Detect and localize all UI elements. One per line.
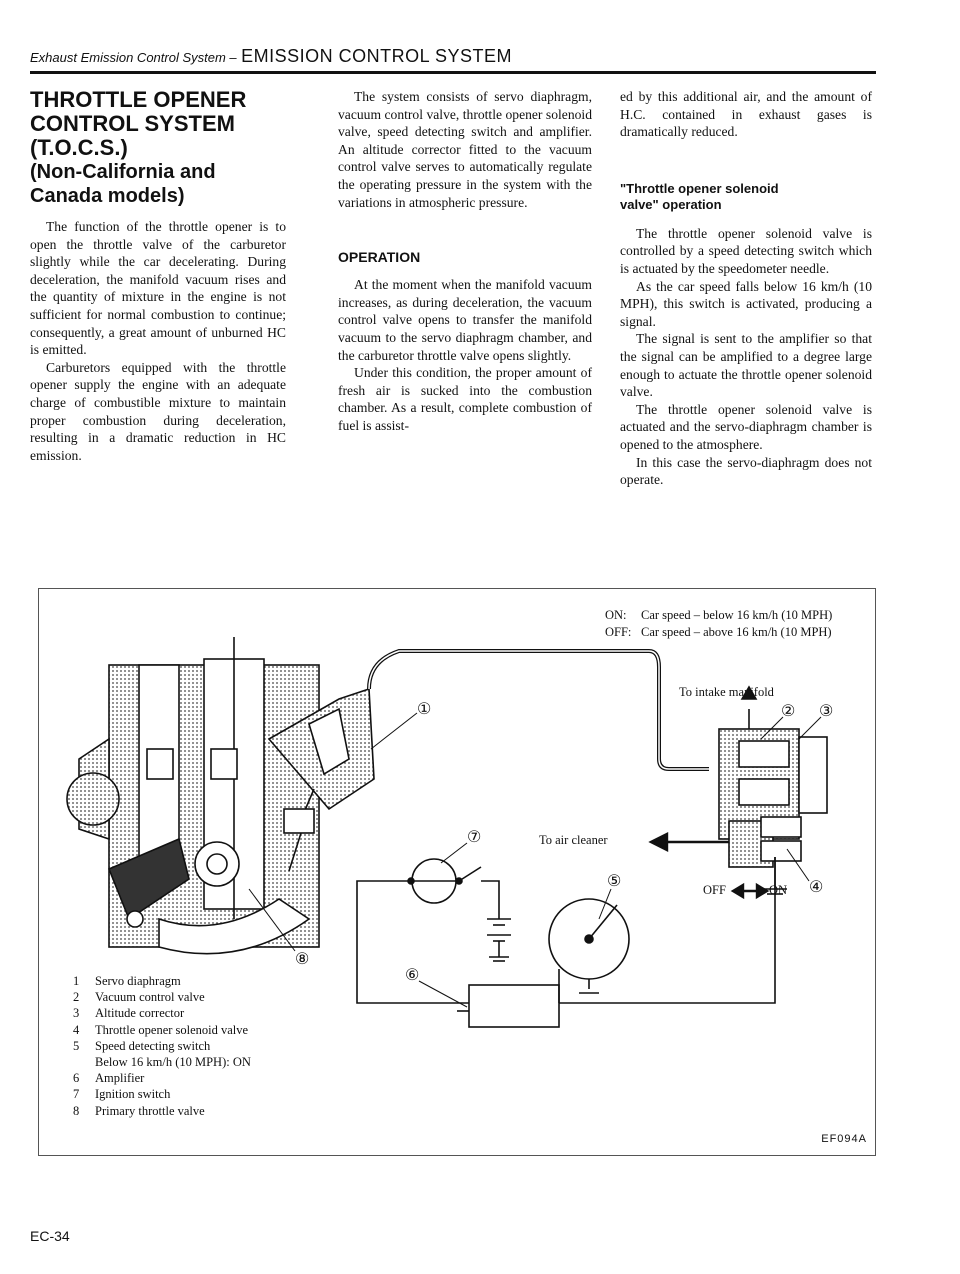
callout-8: ⑧	[295, 951, 310, 968]
on-off-legend: ON: Car speed – below 16 km/h (10 MPH) OFF: Car speed – above 16 km/h (10 MPH)	[605, 608, 833, 639]
solenoid-heading: "Throttle opener solenoid valve" operation	[620, 180, 779, 212]
column-2	[338, 88, 592, 435]
callout-2: ②	[781, 703, 796, 720]
paragraph: The system consists of servo diaphragm, vacuum control valve, throttle opener solenoid valve, speed detecting switch and amplifier. An altitude corrector fitted to the vacuum control valve serves to automatically regulate the operating pressure in the system with the variations in atmospheric pressure.	[338, 89, 592, 210]
paragraph: The function of the throttle opener is to open the throttle valve of the carburetor slightly while the car decelerating. During deceleration, the manifold vacuum rises and the quantity of mixture in the engine is not sufficient for normal combustion to continue; consequently, a great amount of unburned HC is emitted.	[30, 219, 286, 358]
air-cleaner-arrow	[651, 834, 729, 850]
callout-6: ⑥	[405, 967, 420, 984]
legend-item: 4 Throttle opener solenoid valve	[73, 1022, 249, 1037]
vacuum-control-valve-drawing	[719, 687, 827, 867]
off-label: OFF	[703, 883, 726, 897]
callout-5: ⑤	[607, 873, 622, 890]
section-title: THROTTLE OPENER CONTROL SYSTEM (T.O.C.S.) (Non-California and Canada models)	[30, 87, 247, 207]
legend-item: 5 Speed detecting switch	[73, 1038, 211, 1053]
paragraph: At the moment when the manifold vacuum increases, as during deceleration, the vacuum control valve opens to transfer the manifold vacuum to the servo diaphragm chamber, and the carburetor throttle valve opens slightly.	[338, 277, 592, 363]
speed-switch-drawing	[549, 899, 629, 1003]
parts-legend	[73, 973, 251, 1119]
to-air-cleaner-label: To air cleaner	[539, 833, 608, 847]
system-diagram	[38, 588, 876, 1156]
paragraph: The throttle opener solenoid valve is controlled by a speed detecting switch which is actuated by the speedometer needle.	[620, 225, 872, 276]
operation-heading: OPERATION	[338, 249, 421, 266]
paragraph: As the car speed falls below 16 km/h (10 MPH), this switch is activated, producing a signal.	[620, 278, 872, 329]
off-on-arrow	[733, 885, 767, 897]
callout-1: ①	[417, 701, 432, 718]
legend-item: 7 Ignition switch	[73, 1087, 171, 1102]
paragraph: ed by this additional air, and the amount of H.C. contained in exhaust gases is dramatically reduced.	[620, 89, 872, 140]
section-name: Exhaust Emission Control System –	[30, 50, 237, 65]
legend-item: 3 Altitude corrector	[73, 1006, 185, 1021]
legend-item: 8 Primary throttle valve	[73, 1103, 205, 1118]
legend-item: 6 Amplifier	[73, 1071, 145, 1086]
column-1	[30, 88, 286, 464]
carburetor-drawing	[67, 637, 319, 954]
paragraph: The throttle opener solenoid valve is actuated and the servo-diaphragm chamber is opened to the atmosphere.	[620, 401, 872, 452]
legend-item: Below 16 km/h (10 MPH): ON	[95, 1055, 251, 1070]
to-intake-label: To intake manifold	[679, 685, 774, 699]
battery-ground	[487, 919, 511, 961]
callout-3: ③	[819, 703, 834, 720]
on-label: ON	[769, 883, 788, 897]
chapter-title: EMISSION CONTROL SYSTEM	[241, 46, 512, 66]
paragraph: Under this condition, the proper amount of fresh air is sucked into the combustion chamber. As a result, complete combustion of fuel is assist-	[338, 365, 592, 433]
legend-item: 2 Vacuum control valve	[73, 990, 205, 1005]
callout-4: ④	[809, 879, 824, 896]
column-3	[620, 88, 872, 489]
paragraph: Carburetors equipped with the throttle opener supply the engine with an adequate charge of combustible mixture to maintain proper combustion during deceleration, resulting in a dramatic reduction in HC emission.	[30, 359, 286, 463]
paragraph: The signal is sent to the amplifier so that the signal can be amplified to a degree large enough to actuate the throttle opener solenoid valve.	[620, 331, 872, 400]
amplifier-drawing	[457, 985, 559, 1027]
callout-7: ⑦	[467, 829, 482, 846]
figure-code: EF094A	[821, 1133, 867, 1145]
page-number: EC-34	[30, 1228, 70, 1244]
legend-item: 1 Servo diaphragm	[73, 974, 181, 988]
paragraph: In this case the servo-diaphragm does not operate.	[620, 454, 872, 488]
page-header	[30, 46, 876, 74]
